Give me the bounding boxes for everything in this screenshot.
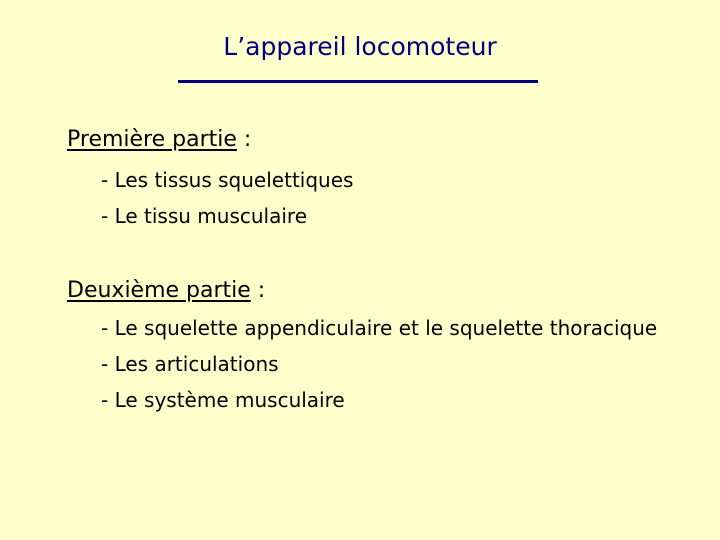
section-heading-part-1 — [67, 127, 251, 152]
slide-title: L’appareil locomoteur — [223, 32, 497, 61]
section-heading-part-2 — [67, 278, 265, 303]
section-heading-label: Deuxième partie — [67, 278, 251, 303]
list-item: - Le tissu musculaire — [101, 204, 308, 228]
list-item: - Le système musculaire — [101, 388, 345, 412]
list-item: - Le squelette appendiculaire et le squelette thoracique — [101, 316, 658, 340]
list-item: - Les articulations — [101, 352, 279, 376]
section-1-list — [101, 162, 353, 234]
section-2-list — [101, 310, 657, 418]
section-heading-label: Première partie — [67, 127, 237, 152]
section-heading-colon: : — [236, 127, 252, 152]
title-underline — [178, 80, 538, 83]
list-item: - Les tissus squelettiques — [101, 168, 354, 192]
section-heading-colon: : — [250, 278, 266, 303]
